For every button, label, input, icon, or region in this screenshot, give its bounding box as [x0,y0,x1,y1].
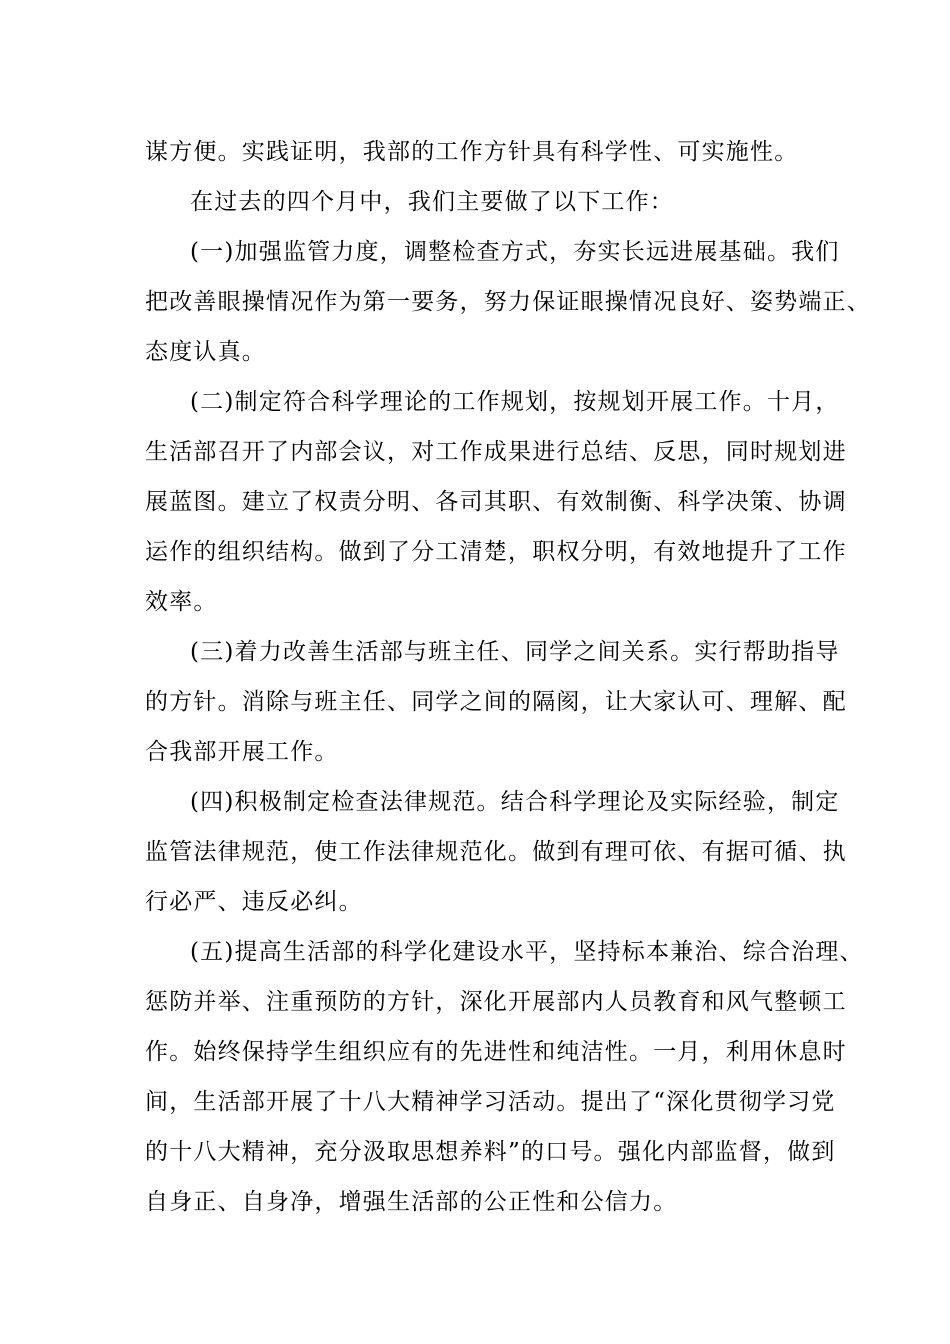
text-line: 惩防并举、注重预防的方针，深化开展部内人员教育和风气整顿工 [145,989,847,1015]
text-line: 把改善眼操情况作为第一要务，努力保证眼操情况良好、姿势端正、 [145,289,871,315]
text-line: 运作的组织结构。做到了分工清楚，职权分明，有效地提升了工作 [145,539,847,565]
paragraph-item-3: (三)着力改善生活部与班主任、同学之间关系。实行帮助指导 [190,639,840,665]
text-line: 展蓝图。建立了权责分明、各司其职、有效制衡、科学决策、协调 [145,489,847,515]
paragraph-item-2: (二)制定符合科学理论的工作规划，按规划开展工作。十月， [190,389,840,415]
text-line: 态度认真。 [145,339,266,365]
text-line: 生活部召开了内部会议，对工作成果进行总结、反思，同时规划进 [145,439,847,465]
text-line: 自身正、自身净，增强生活部的公正性和公信力。 [145,1189,678,1215]
text-line: 行必严、违反必纠。 [145,889,363,915]
text-line: 间，生活部开展了十八大精神学习活动。提出了“深化贯彻学习党 [145,1089,836,1115]
text-line: 的十八大精神，充分汲取思想养料”的口号。强化内部监督，做到 [145,1139,836,1165]
paragraph-intro: 在过去的四个月中，我们主要做了以下工作： [190,189,674,215]
paragraph-item-1: (一)加强监管力度，调整检查方式，夯实长远进展基础。我们 [190,239,840,265]
text-line: 效率。 [145,589,218,615]
text-line: 合我部开展工作。 [145,739,339,765]
text-line: 监管法律规范，使工作法律规范化。做到有理可依、有据可循、执 [145,839,847,865]
paragraph-item-4: (四)积极制定检查法律规范。结合科学理论及实际经验，制定 [190,789,840,815]
text-line: 谋方便。实践证明，我部的工作方针具有科学性、可实施性。 [145,139,799,165]
paragraph-item-5: (五)提高生活部的科学化建设水平，坚持标本兼治、综合治理、 [190,939,864,965]
text-line: 作。始终保持学生组织应有的先进性和纯洁性。一月，利用休息时 [145,1039,847,1065]
text-line: 的方针。消除与班主任、同学之间的隔阂，让大家认可、理解、配 [145,689,847,715]
